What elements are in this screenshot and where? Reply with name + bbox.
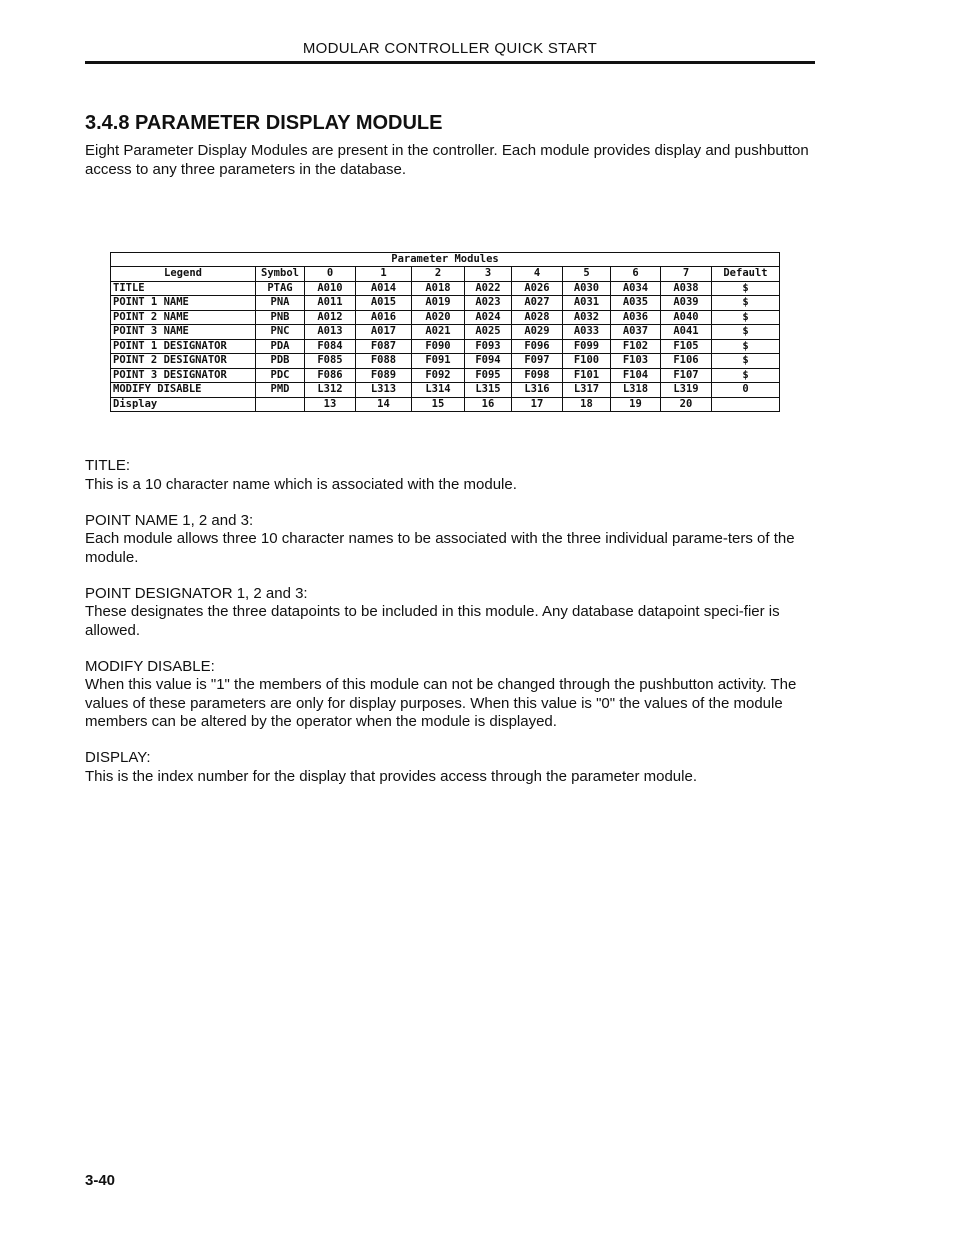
table-cell: L313 [356, 383, 412, 398]
legend-cell: POINT 1 DESIGNATOR [111, 339, 256, 354]
definition-item [85, 749, 813, 786]
table-cell: A036 [611, 310, 661, 325]
definition-term: POINT NAME 1, 2 and 3: [85, 511, 254, 529]
table-cell: 14 [356, 397, 412, 412]
table-cell: A022 [465, 281, 512, 296]
parameter-modules-table [110, 252, 780, 412]
table-header-row [111, 267, 780, 282]
table-cell: A033 [563, 325, 611, 340]
legend-cell: POINT 2 DESIGNATOR [111, 354, 256, 369]
table-cell: A041 [661, 325, 712, 340]
table-cell: A040 [661, 310, 712, 325]
table-cell: 16 [465, 397, 512, 412]
table-cell: A013 [305, 325, 356, 340]
table-cell: F102 [611, 339, 661, 354]
table-caption: Parameter Modules [111, 253, 780, 267]
table-header-cell: 5 [563, 267, 611, 282]
table-cell: F103 [611, 354, 661, 369]
table-cell [256, 397, 305, 412]
table-cell: F095 [465, 368, 512, 383]
definition-term: POINT DESIGNATOR 1, 2 and 3: [85, 584, 308, 602]
table-cell: A037 [611, 325, 661, 340]
table-row [111, 354, 780, 369]
table-cell: F089 [356, 368, 412, 383]
table-cell: A016 [356, 310, 412, 325]
table-cell: F084 [305, 339, 356, 354]
table-cell: A028 [512, 310, 563, 325]
legend-cell: POINT 3 DESIGNATOR [111, 368, 256, 383]
table-cell: L316 [512, 383, 563, 398]
table-row [111, 339, 780, 354]
table-cell: F105 [661, 339, 712, 354]
table-row [111, 383, 780, 398]
table-cell: A030 [563, 281, 611, 296]
table-header-cell: 2 [412, 267, 465, 282]
table-cell: F107 [661, 368, 712, 383]
table-cell: L314 [412, 383, 465, 398]
section-title: 3.4.8 PARAMETER DISPLAY MODULE [85, 112, 443, 134]
table-cell: PNB [256, 310, 305, 325]
table-cell: F087 [356, 339, 412, 354]
legend-cell: MODIFY DISABLE [111, 383, 256, 398]
table-cell: L319 [661, 383, 712, 398]
table-cell: A012 [305, 310, 356, 325]
table-cell: F100 [563, 354, 611, 369]
table-cell: A017 [356, 325, 412, 340]
definition-term: MODIFY DISABLE: [85, 657, 215, 675]
table-cell: L312 [305, 383, 356, 398]
table-row [111, 310, 780, 325]
definition-item [85, 457, 813, 494]
running-header: MODULAR CONTROLLER QUICK START [302, 40, 598, 57]
definition-text: This is a 10 character name which is associated with the module. [85, 475, 517, 493]
table-cell: F088 [356, 354, 412, 369]
table-cell: $ [712, 339, 780, 354]
table-row [111, 397, 780, 412]
table-header-cell: Legend [111, 267, 256, 282]
legend-cell: POINT 3 NAME [111, 325, 256, 340]
table-row [111, 281, 780, 296]
header-rule [85, 61, 815, 64]
table-cell: L315 [465, 383, 512, 398]
definition-item [85, 585, 813, 641]
table-cell: A025 [465, 325, 512, 340]
table-cell: A010 [305, 281, 356, 296]
table-cell: A023 [465, 296, 512, 311]
table-cell: A035 [611, 296, 661, 311]
table-cell: A015 [356, 296, 412, 311]
definition-text: Each module allows three 10 character names to be associated with the three individual parame-ters of the module. [85, 530, 795, 566]
table-cell: A039 [661, 296, 712, 311]
definition-term: TITLE: [85, 457, 131, 474]
table-cell: F092 [412, 368, 465, 383]
definition-term: DISPLAY: [85, 749, 151, 766]
table-cell: A014 [356, 281, 412, 296]
definition-text: This is the index number for the display that provides access through the parameter module. [85, 767, 697, 785]
legend-cell: POINT 2 NAME [111, 310, 256, 325]
page-number: 3-40 [85, 1172, 116, 1189]
table-cell: F098 [512, 368, 563, 383]
table-caption-row [111, 253, 780, 267]
definitions-list [85, 457, 813, 804]
table-cell: F093 [465, 339, 512, 354]
table-cell: F104 [611, 368, 661, 383]
table-cell: F099 [563, 339, 611, 354]
table-cell: A026 [512, 281, 563, 296]
table-cell: F106 [661, 354, 712, 369]
table-cell: A011 [305, 296, 356, 311]
table-cell: A021 [412, 325, 465, 340]
table-cell: A018 [412, 281, 465, 296]
table-cell: A024 [465, 310, 512, 325]
table-cell: PDB [256, 354, 305, 369]
table-cell: F085 [305, 354, 356, 369]
definition-text: When this value is "1" the members of this module can not be changed through the pushbutton activity. The values of these parameters are only for display purposes. When this value is "0" the values of the module members can be altered by the operator when the module is displayed. [85, 676, 797, 730]
table-cell: 17 [512, 397, 563, 412]
table-cell: PMD [256, 383, 305, 398]
table-cell: $ [712, 310, 780, 325]
table-cell: L317 [563, 383, 611, 398]
table-cell: A038 [661, 281, 712, 296]
table-cell: A019 [412, 296, 465, 311]
table-cell: L318 [611, 383, 661, 398]
table-cell: PDC [256, 368, 305, 383]
table-header-cell: Default [712, 267, 780, 282]
definition-text: These designates the three datapoints to be included in this module. Any database datapoint speci-fier is allowed. [85, 603, 780, 639]
table-cell: F086 [305, 368, 356, 383]
legend-cell: TITLE [111, 281, 256, 296]
table-header-cell: 6 [611, 267, 661, 282]
table-cell: F101 [563, 368, 611, 383]
table-header-cell: 4 [512, 267, 563, 282]
table-cell: A027 [512, 296, 563, 311]
table-cell: PTAG [256, 281, 305, 296]
intro-paragraph: Eight Parameter Display Modules are present in the controller. Each module provides display and pushbutton access to any three parameters in the database. [85, 142, 809, 178]
table-cell: $ [712, 368, 780, 383]
table-cell: F091 [412, 354, 465, 369]
table-cell: A034 [611, 281, 661, 296]
table-cell: PNA [256, 296, 305, 311]
table-header-cell: 0 [305, 267, 356, 282]
table-cell: $ [712, 296, 780, 311]
table-cell: A031 [563, 296, 611, 311]
table-header-cell: 1 [356, 267, 412, 282]
table-cell: A029 [512, 325, 563, 340]
table-cell: 13 [305, 397, 356, 412]
table-cell: $ [712, 281, 780, 296]
table-cell: 20 [661, 397, 712, 412]
table-cell: 19 [611, 397, 661, 412]
table-cell: $ [712, 325, 780, 340]
table-row [111, 296, 780, 311]
table-row [111, 368, 780, 383]
table-cell: PDA [256, 339, 305, 354]
table-cell: 18 [563, 397, 611, 412]
table-row [111, 325, 780, 340]
definition-item [85, 658, 813, 732]
table-cell: F097 [512, 354, 563, 369]
table-cell: A032 [563, 310, 611, 325]
table-cell: PNC [256, 325, 305, 340]
table-cell: F096 [512, 339, 563, 354]
table-header-cell: Symbol [256, 267, 305, 282]
table-header-cell: 3 [465, 267, 512, 282]
table-cell [712, 397, 780, 412]
table-cell: 0 [712, 383, 780, 398]
table-header-cell: 7 [661, 267, 712, 282]
legend-cell: POINT 1 NAME [111, 296, 256, 311]
legend-cell: Display [111, 397, 256, 412]
parameter-modules-table-wrapper [110, 252, 780, 412]
table-cell: F090 [412, 339, 465, 354]
table-cell: A020 [412, 310, 465, 325]
table-cell: 15 [412, 397, 465, 412]
table-cell: F094 [465, 354, 512, 369]
definition-item [85, 512, 813, 568]
table-cell: $ [712, 354, 780, 369]
